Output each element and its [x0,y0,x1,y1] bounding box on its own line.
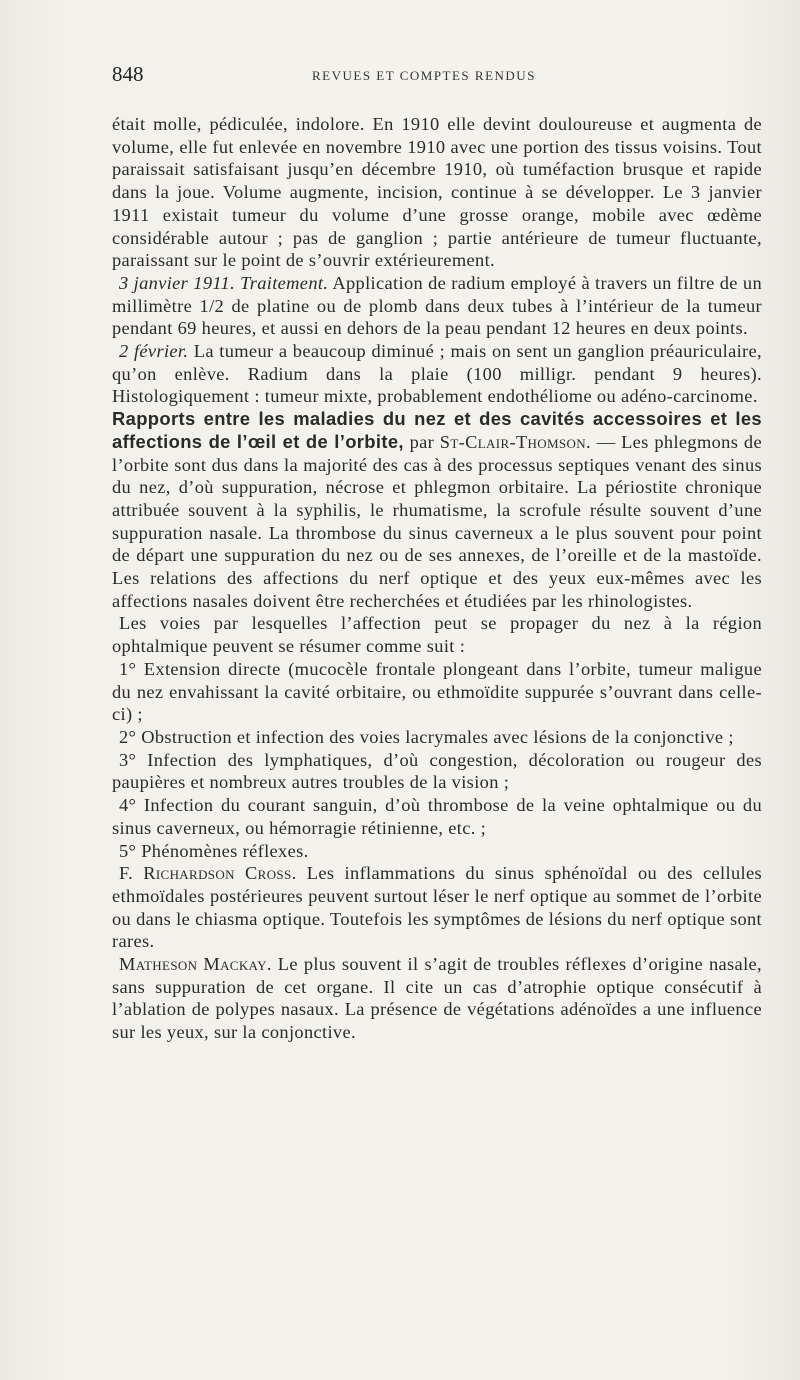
page-number: 848 [112,62,144,86]
paragraph-text: . Les inflammations du sinus sphénoïdal ou des cellules ethmoïdales postérieures peuvent surtout léser le nerf optique au sommet de l’orbite ou dans le chiasma optique. Toutefois les symptômes de lésions du nerf optique sont rares. [112,863,763,952]
author-name: Matheson Mackay [119,954,267,975]
author-name: St-Clair-Thomson [439,431,586,452]
paragraph-text: . Le plus souvent il s’agit de troubles réflexes d’origine nasale, sans suppuration de cet organe. Il cite un cas d’atrophie optique consécutif à l’ablation de polypes nasaux. La présence de végétations adénoïdes a une influence sur les yeux, sur la conjonctive. [112,954,762,1043]
paragraph [112,862,762,953]
list-item: 3° Infection des lymphatiques, d’où congestion, décoloration ou rougeur des paupières et nombreux autres troubles de la vision ; [112,749,762,793]
paragraph: Les voies par lesquelles l’affection peut se propager du nez à la région ophtalmique peuvent se résumer comme suit : [112,613,762,657]
paragraph [112,340,762,408]
italic-date: 3 janvier 1911. Traitement. [119,272,329,293]
list-item: 5° Phénomènes réflexes. [119,840,309,861]
list-item: 1° Extension directe (mucocèle frontale plongeant dans l’orbite, tumeur maligue du nez envahissant la cavité orbitaire, ou ethmoïdite suppurée s’ouvrant dans celle-ci) ; [112,658,762,725]
list-item: 4° Infection du courant sanguin, d’où thrombose de la veine ophtalmique ou du sinus caverneux, ou hémorragie rétinienne, etc. ; [112,795,762,838]
paragraph [112,953,762,1044]
paragraph-text: . — Les phlegmons de l’orbite sont dus dans la majorité des cas à des processus septiques venant des sinus du nez, d’où suppuration, nécrose et phlegmon orbitaire. La périostite chronique attribuée souvent à la syphilis, le rhumatisme, la scrofule résulte souvent d’une suppuration nasale. La thrombose du sinus caverneux a le plus souvent pour point de départ une suppuration du nez ou de ses annexes, de l’oreille et de la mastoïde. Les relations des affections du nerf optique et des yeux eux-mêmes avec les affections nasales doivent être recherchées et étudiées par les rhinologistes. [112,431,762,611]
page-header [112,62,762,92]
paragraph-text: Application de radium employé à travers un filtre de un millimètre 1/2 de platine ou de plomb dans deux tubes à l’intérieur de la tumeur pendant 69 heures, et aussi en dehors de la peau pendant 12 heures en deux points. [112,272,762,339]
section-heading: Rapports entre les maladies du nez et des cavités accessoires et les affections de l’œil et de l’orbite, [112,408,762,452]
italic-date: 2 février. [119,341,189,362]
list-item: 2° Obstruction et infection des voies lacrymales avec lésions de la conjonctive ; [119,726,734,747]
running-title: REVUES ET COMPTES RENDUS [312,68,536,83]
paragraph-text: La tumeur a beaucoup diminué ; mais on sent un ganglion préauriculaire, qu’on enlève. Radium dans la plaie (100 milligr. pendant 9 heures). Histologiquement : tumeur mixte, probablement endothéliome ou adéno-carcinome. [112,341,762,407]
section-paragraph [112,408,762,612]
paragraph [112,272,762,340]
paragraph: était molle, pédiculée, indolore. En 1910 elle devint douloureuse et augmenta de volume, elle fut enlevée en novembre 1910 avec une portion des tissus voisins. Tout paraissait satisfaisant jusqu’en décembre 1910, où tuméfaction brusque et rapide dans la joue. Volume augmente, incision, continue à se développer. Le 3 janvier 1911 existait tumeur du volume d’une grosse orange, mobile avec œdème considérable autour ; pas de ganglion ; partie antérieure de tumeur fluctuante, paraissant sur le point de s’ouvrir extérieurement. [112,114,762,271]
author-name: F. Richardson Cross [119,863,292,884]
heading-par: par [403,431,440,452]
body-text [112,113,762,1044]
